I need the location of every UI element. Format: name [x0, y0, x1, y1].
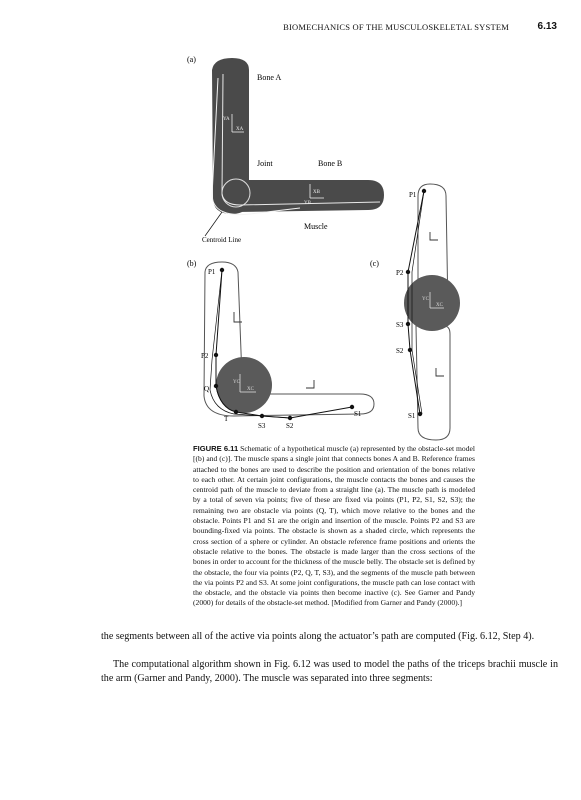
centroid-leader	[205, 212, 222, 236]
panel-b-s3: S3	[258, 422, 266, 430]
panel-b-q: Q	[204, 385, 210, 393]
panel-c-bone-outline-lower	[416, 326, 450, 440]
panel-b	[187, 259, 374, 430]
frame-a-y-label: YA	[223, 117, 230, 122]
body-paragraph-1: the segments between all of the active via points along the actuator’s path are computed (Fig. 6.12, Step 4).	[101, 631, 535, 642]
caption-label: FIGURE 6.11	[193, 444, 239, 453]
frame-a-x-label: XA	[236, 127, 244, 132]
panel-c-l-mark-2	[436, 368, 444, 376]
panel-c-p2: P2	[396, 269, 404, 277]
body-paragraph-2: The computational algorithm shown in Fig. 6.12 was used to model the paths of the triceps brachii muscle in the arm (Garner and Pandy, 2000). The muscle was separated into three segments:	[101, 659, 558, 684]
panel-c-s2: S2	[396, 347, 404, 355]
panel-b-p2: P2	[201, 352, 209, 360]
panel-c-frame-x: XC	[436, 303, 443, 308]
panel-b-s2: S2	[286, 422, 294, 430]
panel-b-frame-x: XC	[247, 387, 254, 392]
bone-a-label: Bone A	[257, 73, 282, 82]
panel-c-p1: P1	[409, 191, 417, 199]
running-title: BIOMECHANICS OF THE MUSCULOSKELETAL SYSTEM	[283, 22, 509, 32]
panel-b-l-mark-1	[234, 312, 242, 322]
centroid-line-label: Centroid Line	[202, 236, 242, 244]
panel-c-l-mark-1	[430, 232, 438, 240]
bone-b-label: Bone B	[318, 159, 343, 168]
panel-c-frame-y: YC	[422, 297, 429, 302]
muscle-label: Muscle	[304, 222, 328, 231]
panel-c-s3: S3	[396, 321, 404, 329]
frame-b-y-label: YB	[304, 201, 311, 206]
caption-text: Schematic of a hypothetical muscle (a) represented by the obstacle-set model [(b) and (c)]. The muscle spans a single joint that connects bones A and B. Reference frames attached to the bones are used to describe the position and orientation of the bones relative to each other. At certain joint configurations, the muscle contacts the bones and causes the centroid path of the muscle to deviate from a straight line (a). The muscle path is modeled by a total of seven via points; five of these are fixed via points (P1, P2, S1, S2, S3); the remaining two are obstacle via points (Q, T), which move relative to the bones and the obstacle. Points P1 and S1 are the origin and insertion of the muscle. Points P2 and S3 are bounding-fixed via points. The obstacle is shown as a shaded circle, which represents the cross section of a sphere or cylinder. An obstacle reference frame positions and orients the obstacle relative to the bones. The obstacle is made larger than the cross sections of the bones in order to account for the thickness of the muscle belly. The obstacle set is defined by the obstacle, the four via points (P2, Q, T, S3), and the segments of the muscle path between the via points P2 and S3. At some joint configurations, the muscle path can lose contact with the obstacle, and the obstacle via points then become inactive (c). See Garner and Pandy (2000) for details of the obstacle-set method. [Modified from Garner and Pandy (2000).]	[193, 444, 475, 608]
panel-b-s1: S1	[354, 410, 362, 418]
panel-c	[370, 184, 460, 440]
panel-b-label: (b)	[187, 259, 197, 268]
joint-label: Joint	[257, 159, 273, 168]
bone-b	[218, 180, 384, 212]
frame-b-x-label: XB	[313, 190, 320, 195]
figure-caption	[193, 444, 475, 609]
panel-b-t: T	[224, 415, 229, 423]
panel-b-p1: P1	[208, 268, 216, 276]
panel-c-s1: S1	[408, 412, 416, 420]
panel-b-l-mark-2	[306, 380, 314, 388]
panel-a-label: (a)	[187, 55, 196, 64]
panel-b-frame-y: YC	[233, 380, 240, 385]
panel-c-label: (c)	[370, 259, 379, 268]
panel-a	[187, 55, 384, 244]
page-number: 6.13	[537, 21, 557, 32]
panel-c-obstacle	[404, 275, 460, 331]
